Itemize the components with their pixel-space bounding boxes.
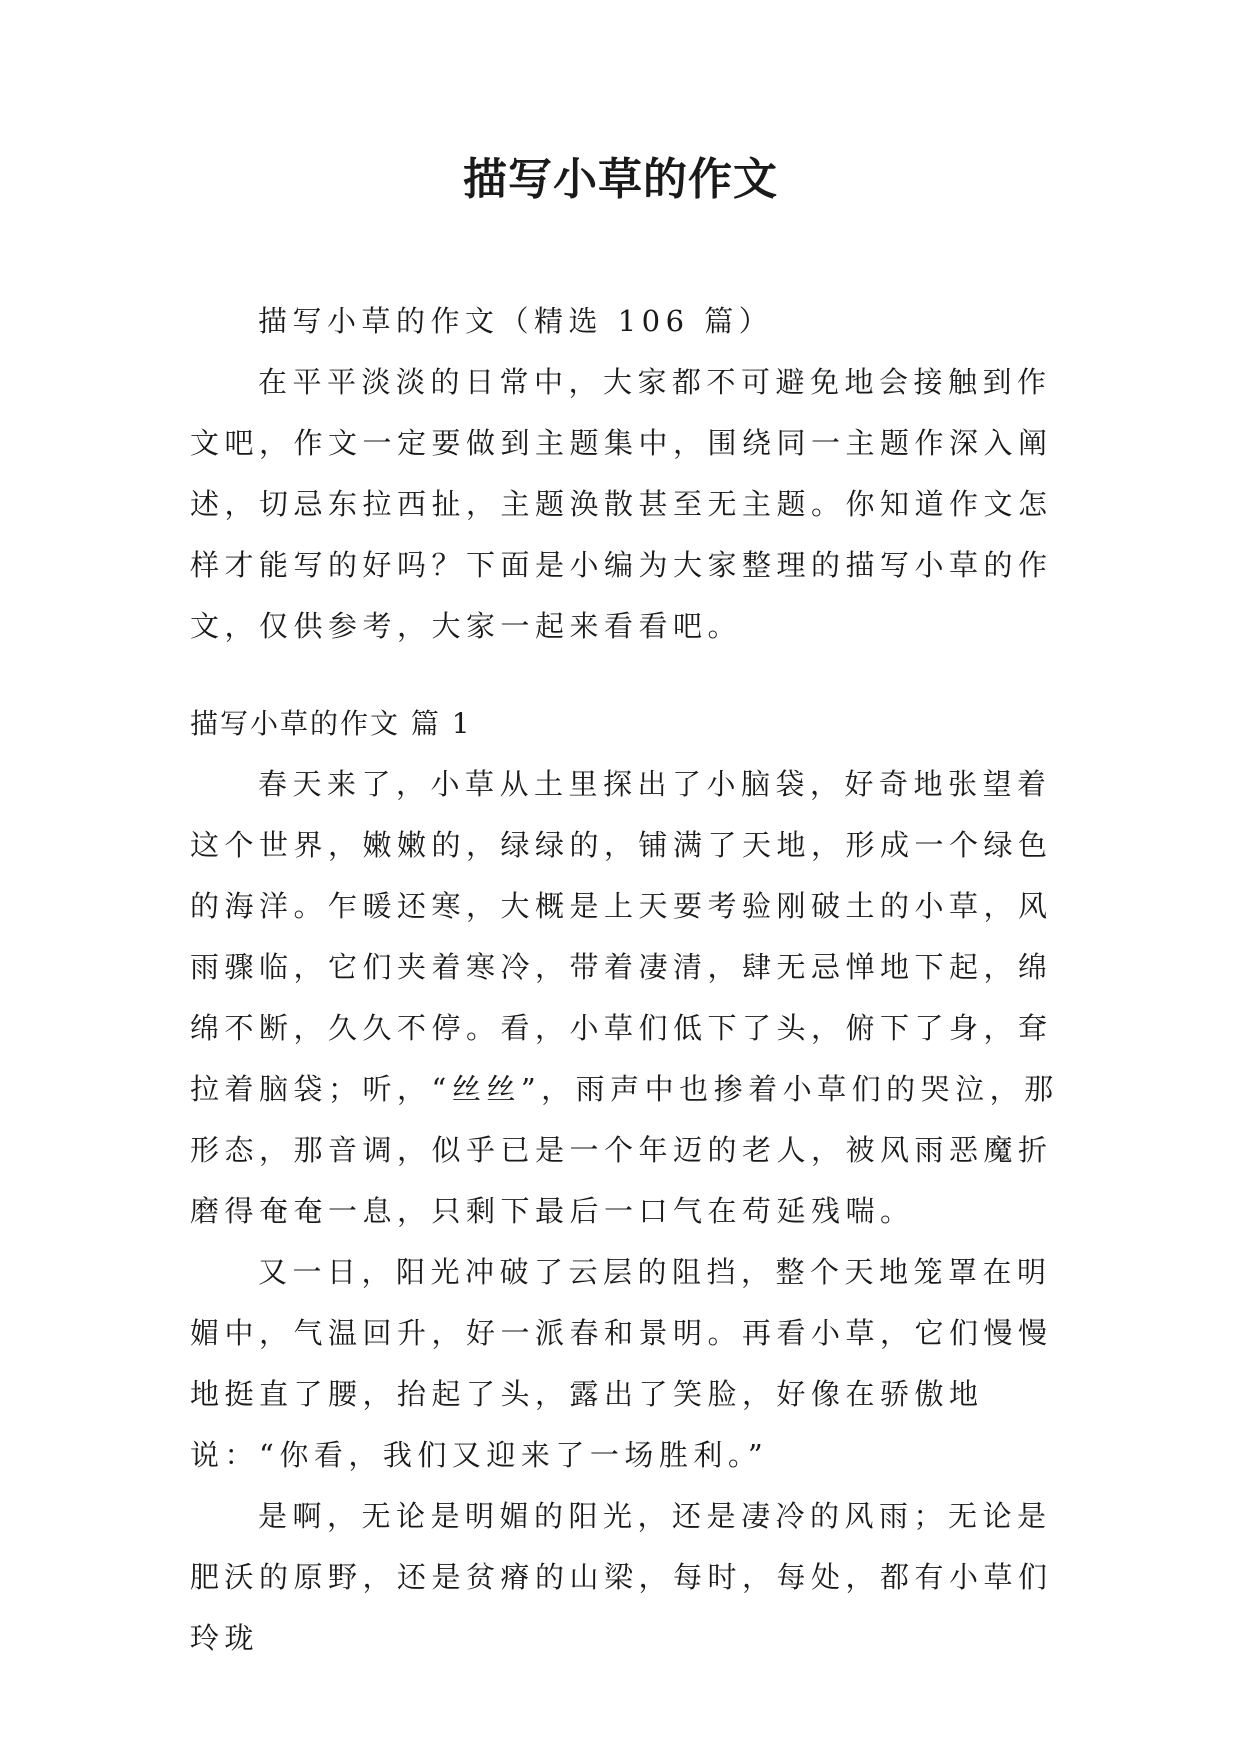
intro-block [190, 291, 1070, 657]
paragraph-1: 春天来了，小草从土里探出了小脑袋，好奇地张望着这个世界，嫩嫩的，绿绿的，铺满了天地，形成一个绿色的海洋。乍暖还寒，大概是上天要考验刚破土的小草，风雨骤临，它们夹着寒冷，带着凄清，肆无忌惮地下起，绵绵不断，久久不停。看，小草们低下了头，俯下了身，耷拉着脑袋；听，“丝丝”，雨声中也掺着小草们的哭泣，那形态，那音调，似乎已是一个年迈的老人，被风雨恶魔折磨得奄奄一息，只剩下最后一口气在苟延残喘。 [190, 767, 1059, 1228]
paragraph-3: 是啊，无论是明媚的阳光，还是凄冷的风雨；无论是肥沃的原野，还是贫瘠的山梁，每时，每处，都有小草们玲珑 [190, 1499, 1053, 1655]
section-heading: 描写小草的作文 篇 1 [190, 707, 472, 740]
document-title: 描写小草的作文 [463, 154, 778, 205]
intro-paragraph: 在平平淡淡的日常中，大家都不可避免地会接触到作文吧，作文一定要做到主题集中，围绕同一主题作深入阐述，切忌东拉西扯，主题涣散甚至无主题。你知道作文怎样才能写的好吗？下面是小编为大家整理的描写小草的作文，仅供参考，大家一起来看看吧。 [190, 365, 1053, 643]
essay-section-1 [190, 693, 1070, 1669]
document-subtitle: 描写小草的作文（精选 106 篇） [258, 304, 774, 338]
paragraph-2: 又一日，阳光冲破了云层的阻挡，整个天地笼罩在明媚中，气温回升，好一派春和景明。再看小草，它们慢慢地挺直了腰，抬起了头，露出了笑脸，好像在骄傲地说：“你看，我们又迎来了一场胜利。” [190, 1255, 1053, 1472]
